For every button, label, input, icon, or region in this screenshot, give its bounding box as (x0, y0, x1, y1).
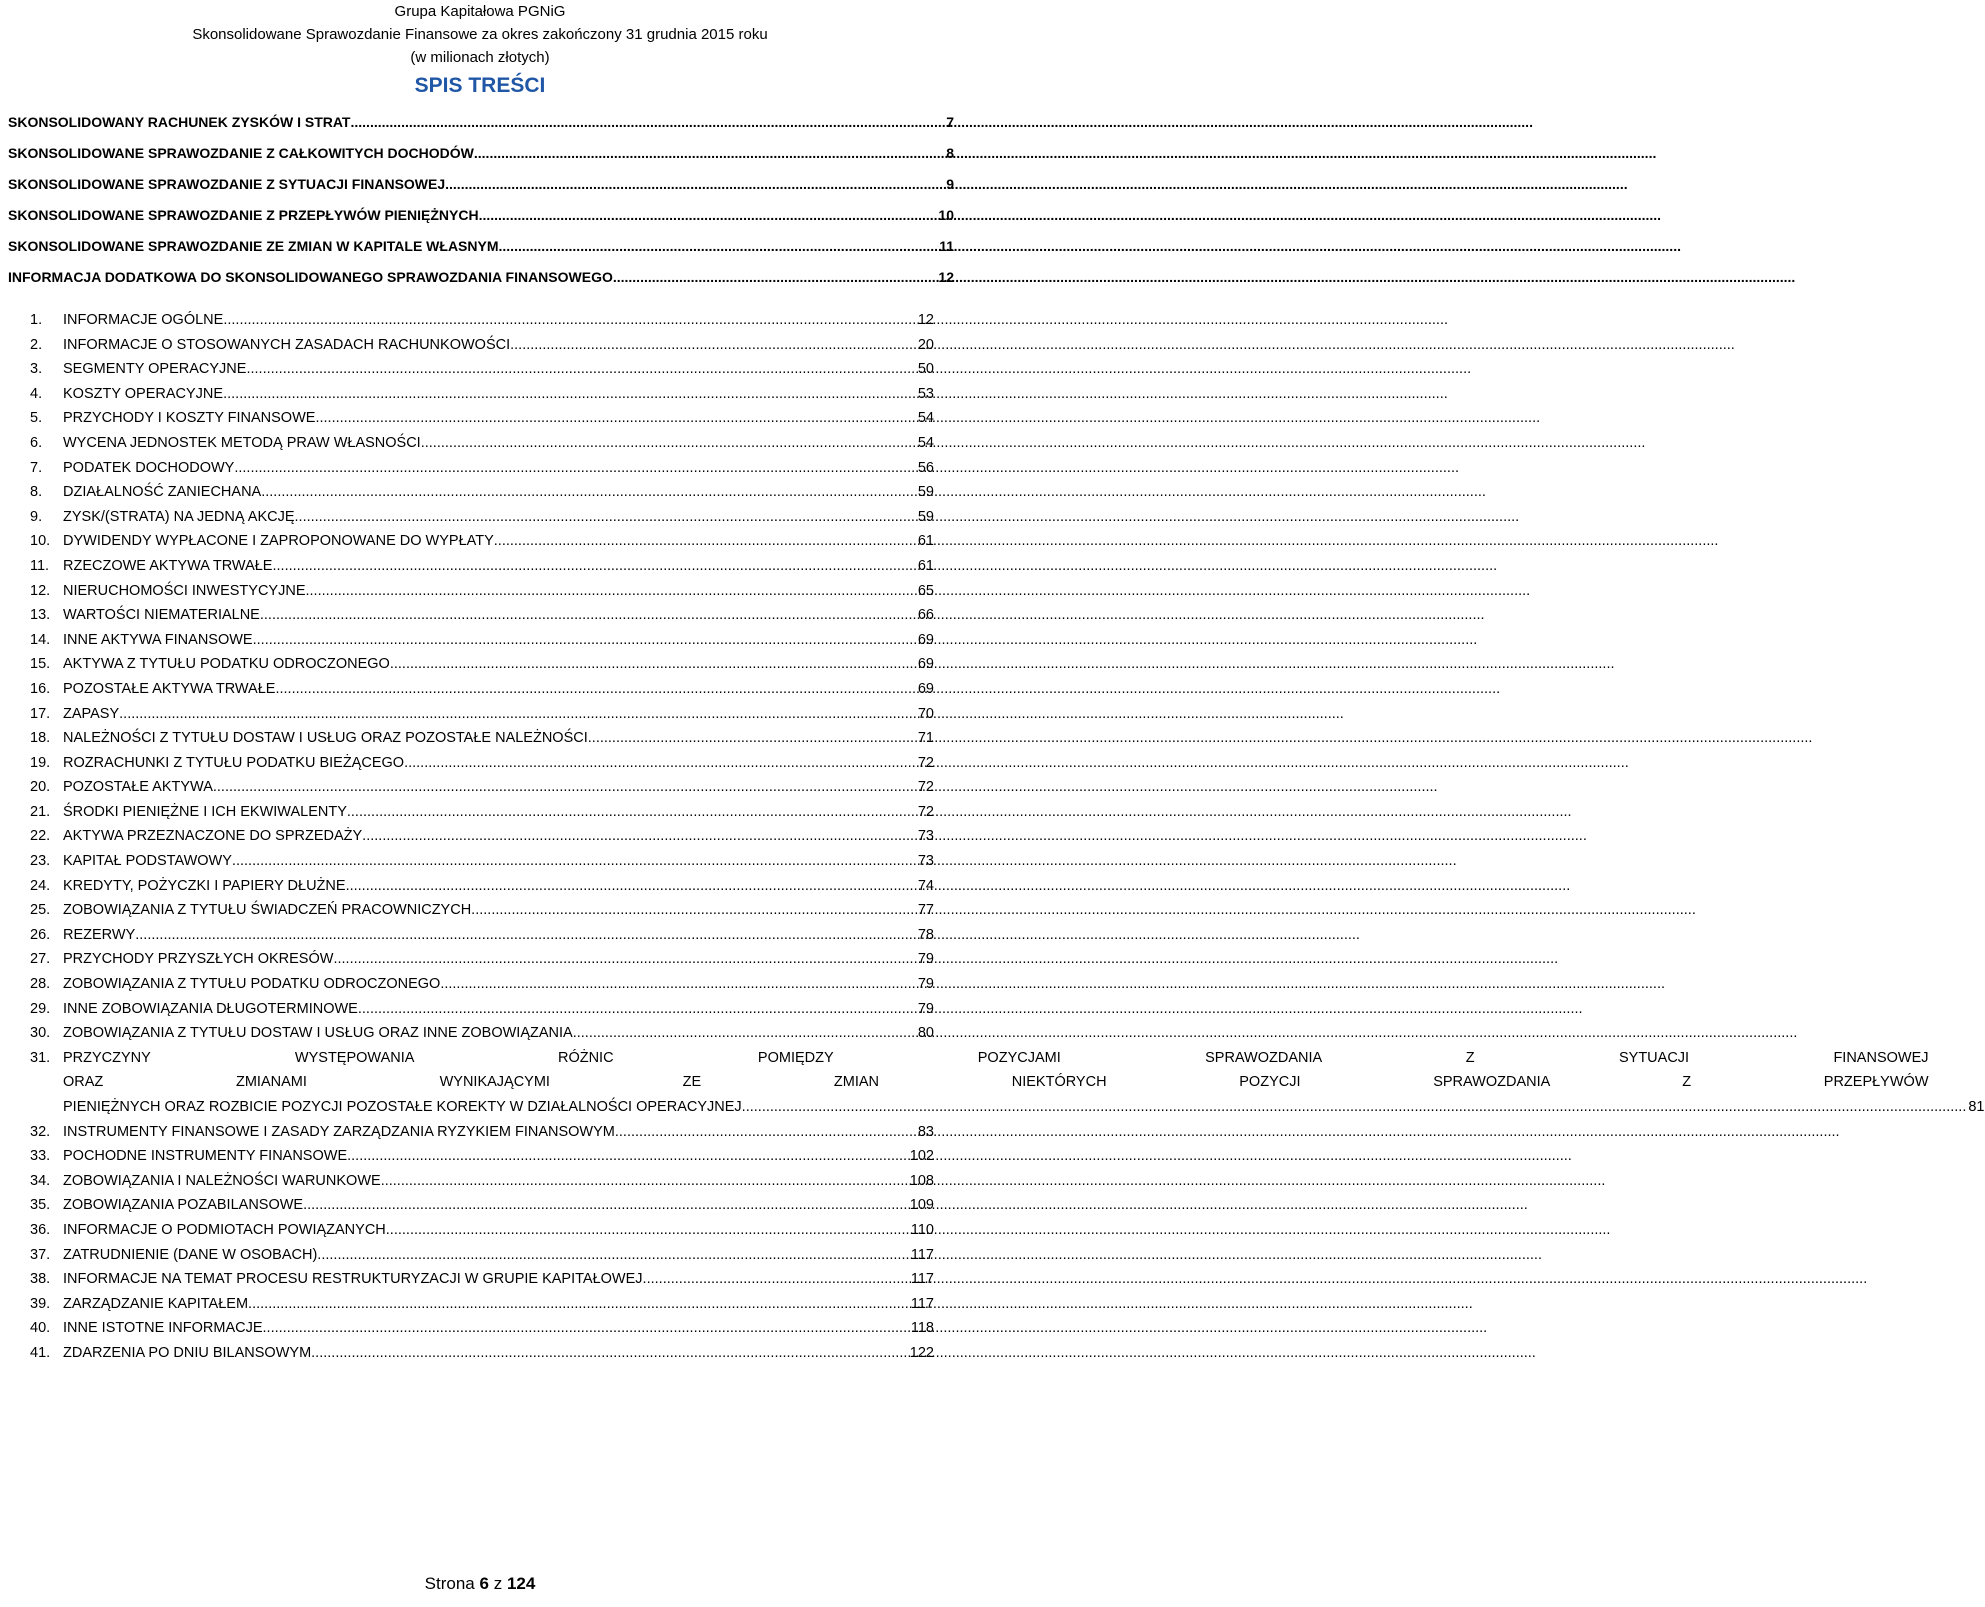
toc-entry-title: INSTRUMENTY FINANSOWE I ZASADY ZARZĄDZANIA RYZYKIEM FINANSOWYM (63, 1123, 615, 1140)
toc-entry-body (63, 800, 934, 825)
toc-leader-dots (573, 1021, 916, 1046)
toc-leader-dots (615, 1120, 916, 1145)
toc-entry-page: 70 (917, 705, 934, 722)
toc-entry-number: 29. (30, 1000, 51, 1017)
toc-entry-page: 66 (917, 607, 934, 624)
toc-entry-title: ZARZĄDZANIE KAPITAŁEM (63, 1295, 249, 1312)
toc-entry-number: 39. (30, 1295, 51, 1312)
toc-entry-number: 23. (30, 853, 51, 870)
toc-entry-page: 109 (909, 1197, 934, 1214)
toc-entry-body (63, 824, 934, 849)
toc-entry-number: 5. (30, 410, 43, 427)
toc-entry-title: RZECZOWE AKTYWA TRWAŁE (63, 557, 273, 574)
toc-entry[interactable] (8, 169, 954, 200)
toc-numbered-entry[interactable] (30, 849, 934, 874)
toc-numbered-entry[interactable] (30, 1267, 934, 1292)
toc-leader-dots (246, 357, 915, 382)
toc-entry-number: 14. (30, 631, 51, 648)
toc-entry-number: 35. (30, 1197, 51, 1214)
toc-numbered-entry[interactable] (30, 972, 934, 997)
toc-entry-title: PODATEK DOCHODOWY (63, 459, 235, 476)
toc-entry-title: INFORMACJE O STOSOWANYCH ZASADACH RACHUNKOWOŚCI (63, 336, 511, 353)
toc-entry-title: POZOSTAŁE AKTYWA TRWAŁE (63, 680, 276, 697)
toc-numbered-entry[interactable] (30, 824, 934, 849)
header-company: Grupa Kapitałowa PGNiG (394, 3, 566, 20)
toc-leader-dots (260, 603, 916, 628)
toc-entry-page: 54 (917, 434, 934, 451)
toc-entry-number: 16. (30, 680, 51, 697)
toc-entry-number: 41. (30, 1344, 51, 1361)
toc-entry-body (63, 603, 934, 628)
page-header (0, 0, 960, 69)
toc-numbered-entry[interactable] (30, 1292, 934, 1317)
toc-entry-page: 117 (910, 1295, 934, 1312)
toc-entry-number: 34. (30, 1172, 51, 1189)
toc-entry-title: ZOBOWIĄZANIA Z TYTUŁU DOSTAW I USŁUG ORAZ INNE ZOBOWIĄZANIA (63, 1025, 573, 1042)
toc-numbered-entry[interactable] (30, 775, 934, 800)
toc-entry-body (63, 1193, 934, 1218)
toc-numbered-entry[interactable] (30, 603, 934, 628)
toc-entry-page: 59 (917, 508, 934, 525)
toc-entry-number: 28. (30, 976, 51, 993)
toc-numbered-entry[interactable] (30, 652, 934, 677)
toc-entry-page: 61 (917, 557, 934, 574)
toc-entry-title: PRZYCHODY I KOSZTY FINANSOWE (63, 410, 316, 427)
toc-entry-body (63, 1021, 934, 1046)
toc-leader-dots (347, 1144, 908, 1169)
toc-entry-title: INFORMACJE NA TEMAT PROCESU RESTRUKTURYZACJI W GRUPIE KAPITAŁOWEJ (63, 1271, 643, 1288)
toc-leader-dots (510, 333, 916, 358)
toc-leader-dots (213, 775, 916, 800)
toc-entry-title-line-3 (63, 1095, 1985, 1120)
toc-entry-page: 72 (917, 779, 934, 796)
toc-entry-page: 20 (917, 336, 934, 353)
toc-entry-title-line-2: ORAZ ZMIANAMI WYNIKAJĄCYMI ZE ZMIAN NIEKTÓRYCH POZYCJI SPRAWOZDANIA Z PRZEPŁYWÓW (63, 1074, 1929, 1091)
toc-entry-page: 59 (917, 484, 934, 501)
toc-leader-dots (223, 308, 916, 333)
toc-entry-number: 7. (30, 459, 43, 476)
toc-numbered-entry[interactable] (30, 382, 934, 407)
toc-leader-dots (263, 1316, 909, 1341)
toc-entry-page: 54 (917, 410, 934, 427)
toc-entry-number: 27. (30, 951, 51, 968)
toc-leader-dots (494, 529, 916, 554)
toc-entry-body (63, 1144, 934, 1169)
toc-entry[interactable] (8, 138, 954, 169)
toc-entry-title: ŚRODKI PIENIĘŻNE I ICH EKWIWALENTY (63, 803, 347, 820)
toc-entry-body (63, 357, 934, 382)
toc-entry-title: AKTYWA Z TYTUŁU PODATKU ODROCZONEGO (63, 656, 390, 673)
toc-leader-dots (272, 554, 915, 579)
toc-leader-dots (390, 652, 916, 677)
toc-entry-body (63, 1267, 934, 1292)
toc-entry-number: 8. (30, 484, 43, 501)
toc-entry-body (63, 1046, 1985, 1120)
toc-entry-page: 50 (917, 361, 934, 378)
toc-numbered-entry[interactable] (30, 898, 934, 923)
toc-entry-page: 69 (917, 631, 934, 648)
toc-numbered-entry[interactable] (30, 480, 934, 505)
toc-numbered-entry[interactable] (30, 726, 934, 751)
toc-entry-page: 65 (917, 582, 934, 599)
toc-entry-page: 71 (917, 730, 934, 747)
toc-leader-dots (303, 1193, 908, 1218)
toc-entry-page: 102 (909, 1148, 934, 1165)
toc-leader-dots (223, 382, 916, 407)
toc-entry-body (63, 554, 934, 579)
toc-entry-number: 11. (30, 557, 50, 574)
toc-leader-dots (232, 849, 916, 874)
toc-leader-dots (421, 431, 916, 456)
toc-entry-page: 74 (917, 877, 934, 894)
toc-numbered-entry[interactable] (30, 923, 934, 948)
toc-entry-title: NIERUCHOMOŚCI INWESTYCYJNE (63, 582, 306, 599)
toc-leader-dots (315, 406, 915, 431)
header-units: (w milionach złotych) (410, 49, 550, 66)
toc-entry-page: 79 (917, 951, 934, 968)
toc-entry-title: KREDYTY, POŻYCZKI I PAPIERY DŁUŻNE (63, 877, 346, 894)
toc-entry-title: NALEŻNOŚCI Z TYTUŁU DOSTAW I USŁUG ORAZ POZOSTAŁE NALEŻNOŚCI (63, 730, 588, 747)
toc-entry-number: 33. (30, 1148, 51, 1165)
toc-entry-page: 117 (910, 1246, 934, 1263)
toc-entry-number: 37. (30, 1246, 51, 1263)
toc-entry-number: 6. (30, 434, 43, 451)
toc-title: SPIS TREŚCI (414, 74, 546, 97)
toc-entry-body (63, 406, 934, 431)
toc-entry-page: 12 (917, 312, 934, 328)
toc-entry-page: 72 (917, 803, 934, 820)
toc-leader-dots (613, 262, 937, 293)
toc-entry-title: SEGMENTY OPERACYJNE (63, 361, 247, 378)
toc-leader-dots (347, 800, 916, 825)
toc-entry-body (63, 456, 934, 481)
toc-entry-page: 53 (917, 385, 934, 402)
header-report-title: Skonsolidowane Sprawozdanie Finansowe za okres zakończony 31 grudnia 2015 roku (192, 26, 768, 43)
toc-numbered-entry[interactable] (30, 333, 934, 358)
toc-entry-body (63, 677, 934, 702)
toc-entry-title: INFORMACJE OGÓLNE (63, 312, 224, 328)
toc-entry-title: INNE ISTOTNE INFORMACJE (63, 1320, 263, 1337)
toc-entry-page: 78 (917, 926, 934, 943)
toc-leader-dots (311, 1341, 908, 1366)
toc-numbered-entry[interactable] (30, 1144, 934, 1169)
toc-entry-page: 61 (917, 533, 934, 550)
toc-numbered-entry[interactable] (30, 874, 934, 899)
toc-numbered-entry[interactable] (30, 702, 934, 727)
toc-entry-page: 81 (1968, 1099, 1985, 1115)
toc-entry-body (63, 529, 934, 554)
toc-leader-dots (404, 751, 916, 776)
toc-entry-page: 11 (939, 238, 954, 254)
toc-leader-dots (135, 923, 916, 948)
toc-entry-title: ZATRUDNIENIE (DANE W OSOBACH) (63, 1246, 318, 1263)
toc-entry-number: 17. (30, 705, 51, 722)
toc-entry-title: SKONSOLIDOWANY RACHUNEK ZYSKÓW I STRAT (8, 114, 351, 130)
toc-entry-title: DZIAŁALNOŚĆ ZANIECHANA (63, 484, 262, 501)
toc-main-section (8, 107, 954, 293)
toc-numbered-entry[interactable] (30, 628, 934, 653)
toc-entry-title: WYCENA JEDNOSTEK METODĄ PRAW WŁASNOŚCI (63, 434, 421, 451)
toc-entry-body (63, 1316, 934, 1341)
toc-entry-title: ROZRACHUNKI Z TYTUŁU PODATKU BIEŻĄCEGO (63, 754, 405, 771)
toc-entry-number: 9. (30, 508, 43, 525)
toc-numbered-entry[interactable] (30, 1243, 934, 1268)
toc-numbered-entry[interactable] (30, 505, 934, 530)
toc-leader-dots (445, 169, 944, 200)
toc-leader-dots (261, 480, 916, 505)
toc-numbered-entry[interactable] (30, 406, 934, 431)
toc-entry-number: 18. (30, 730, 51, 747)
toc-numbered-entry[interactable] (30, 1341, 934, 1366)
toc-numbered-entry[interactable] (30, 1046, 1985, 1120)
toc-numbered-entry[interactable] (30, 579, 934, 604)
toc-leader-dots (351, 107, 945, 138)
toc-leader-dots (306, 579, 916, 604)
toc-entry-page: 79 (917, 1000, 934, 1017)
toc-leader-dots (386, 1218, 909, 1243)
toc-entry-title: REZERWY (63, 926, 136, 943)
toc-entry-body (63, 1218, 934, 1243)
toc-entry-number: 20. (30, 779, 51, 796)
toc-entry-page: 80 (917, 1025, 934, 1042)
toc-entry-number: 1. (30, 312, 43, 328)
toc-leader-dots (643, 1267, 909, 1292)
toc-leader-dots (474, 138, 944, 169)
toc-entry-body (63, 382, 934, 407)
toc-leader-dots (333, 947, 915, 972)
toc-entry-body (63, 652, 934, 677)
toc-entry-body (63, 1243, 934, 1268)
toc-entry-body (63, 997, 934, 1022)
toc-entry-number: 3. (30, 361, 43, 378)
footer-total-pages: 124 (506, 1574, 536, 1593)
toc-entry-page: 108 (909, 1172, 934, 1189)
toc-entry-page: 56 (917, 459, 934, 476)
toc-numbered-entry[interactable] (30, 357, 934, 382)
toc-numbered-entry[interactable] (30, 529, 934, 554)
toc-entry-number: 38. (30, 1271, 51, 1288)
toc-entry-title: KAPITAŁ PODSTAWOWY (63, 853, 232, 870)
footer-current-page: 6 (479, 1574, 489, 1593)
toc-entry-page: 117 (910, 1271, 934, 1288)
toc-entry-body (63, 726, 934, 751)
toc-entry-number: 12. (30, 582, 51, 599)
toc-entry-body (63, 1120, 934, 1145)
toc-numbered-entry[interactable] (30, 308, 934, 333)
page-footer (0, 1572, 960, 1596)
toc-entry-body (63, 1292, 934, 1317)
toc-entry-body (63, 898, 934, 923)
toc-leader-dots (381, 1169, 908, 1194)
toc-entry-title: SKONSOLIDOWANE SPRAWOZDANIE Z SYTUACJI FINANSOWEJ (8, 176, 446, 192)
toc-entry-number: 10. (30, 533, 51, 550)
toc-entry-body (63, 628, 934, 653)
toc-entry-number: 19. (30, 754, 51, 771)
toc-entry-body (63, 751, 934, 776)
toc-entry-body (63, 923, 934, 948)
toc-numbered-entry[interactable] (30, 947, 934, 972)
toc-leader-dots (362, 824, 916, 849)
toc-leader-dots (295, 505, 916, 530)
toc-entry-title-line-1: PRZYCZYNY WYSTĘPOWANIA RÓŻNIC POMIĘDZY POZYCJAMI SPRAWOZDANIA Z SYTUACJI FINANSOWEJ (63, 1049, 1929, 1066)
toc-entry-number: 25. (30, 902, 51, 919)
toc-entry-page: 69 (917, 656, 934, 673)
toc-entry-number: 13. (30, 607, 51, 624)
toc-entry-title: ZYSK/(STRATA) NA JEDNĄ AKCJĘ (63, 508, 295, 525)
toc-leader-dots (588, 726, 916, 751)
toc-entry-number: 31. (30, 1049, 51, 1066)
toc-entry[interactable] (8, 231, 954, 262)
footer-of: z (493, 1574, 503, 1593)
toc-entry-page: 122 (909, 1344, 934, 1361)
toc-entry-title: ZOBOWIĄZANIA POZABILANSOWE (63, 1197, 304, 1214)
toc-numbered-entry[interactable] (30, 677, 934, 702)
toc-entry[interactable] (8, 107, 954, 138)
toc-entry-title: ZOBOWIĄZANIA I NALEŻNOŚCI WARUNKOWE (63, 1172, 381, 1189)
toc-entry-body (63, 874, 934, 899)
toc-entry-page: 83 (917, 1123, 934, 1140)
toc-entry-number: 40. (30, 1320, 51, 1337)
toc-entry-body (63, 505, 934, 530)
toc-entry-number: 30. (30, 1025, 51, 1042)
toc-entry-title: ZAPASY (63, 705, 120, 722)
toc-numbered-entry[interactable] (30, 1316, 934, 1341)
toc-entry-number: 15. (30, 656, 51, 673)
toc-entry-number: 32. (30, 1123, 51, 1140)
toc-leader-dots (317, 1243, 909, 1268)
toc-entry-title: KOSZTY OPERACYJNE (63, 385, 224, 402)
toc-entry-title: DYWIDENDY WYPŁACONE I ZAPROPONOWANE DO WYPŁATY (63, 533, 494, 550)
toc-entry-number: 26. (30, 926, 51, 943)
toc-entry-title: POCHODNE INSTRUMENTY FINANSOWE (63, 1148, 348, 1165)
toc-entry[interactable] (8, 200, 954, 231)
toc-entry-page: 110 (910, 1221, 934, 1238)
toc-entry-number: 24. (30, 877, 51, 894)
toc-entry-title: ZDARZENIA PO DNIU BILANSOWYM (63, 1344, 312, 1361)
toc-entry-page: 8 (946, 145, 954, 161)
toc-numbered-section (30, 308, 1985, 1366)
toc-numbered-entry[interactable] (30, 751, 934, 776)
toc-entry-page: 12 (938, 269, 954, 285)
toc-entry-body (63, 1169, 934, 1194)
toc-entry-number: 22. (30, 828, 51, 845)
toc-entry-number: 2. (30, 336, 43, 353)
toc-entry-page: 73 (917, 828, 934, 845)
toc-leader-dots (499, 231, 938, 262)
toc-entry-title: ZOBOWIĄZANIA Z TYTUŁU ŚWIADCZEŃ PRACOWNICZYCH (63, 902, 472, 919)
toc-entry-title: INNE AKTYWA FINANSOWE (63, 631, 253, 648)
toc-entry-body (63, 947, 934, 972)
toc-numbered-entry[interactable] (30, 1120, 934, 1145)
toc-entry-body (63, 1341, 934, 1366)
toc-leader-dots (358, 997, 916, 1022)
toc-entry-title: WARTOŚCI NIEMATERIALNE (63, 607, 260, 624)
toc-entry[interactable] (8, 262, 954, 293)
toc-entry-page: 77 (917, 902, 934, 919)
toc-leader-dots (234, 456, 916, 481)
toc-numbered-entry[interactable] (30, 997, 934, 1022)
toc-numbered-entry[interactable] (30, 1193, 934, 1218)
toc-entry-page: 73 (917, 853, 934, 870)
toc-entry-title: INFORMACJE O PODMIOTACH POWIĄZANYCH (63, 1221, 386, 1238)
toc-entry-number: 21. (30, 803, 51, 820)
toc-entry-body (63, 775, 934, 800)
toc-entry-body (63, 333, 934, 358)
toc-entry-title: INFORMACJA DODATKOWA DO SKONSOLIDOWANEGO SPRAWOZDANIA FINANSOWEGO (8, 269, 613, 285)
toc-numbered-entry[interactable] (30, 1218, 934, 1243)
toc-entry-title: SKONSOLIDOWANE SPRAWOZDANIE Z CAŁKOWITYCH DOCHODÓW (8, 145, 474, 161)
toc-numbered-entry[interactable] (30, 800, 934, 825)
toc-leader-dots (248, 1292, 909, 1317)
toc-entry-title: AKTYWA PRZEZNACZONE DO SPRZEDAŻY (63, 828, 363, 845)
toc-entry-number: 36. (30, 1221, 51, 1238)
toc-leader-dots (471, 898, 916, 923)
toc-entry-title: PIENIĘŻNYCH ORAZ ROZBICIE POZYCJI POZOSTAŁE KOREKTY W DZIAŁALNOŚCI OPERACYJNEJ (63, 1099, 742, 1115)
toc-entry-title: POZOSTAŁE AKTYWA (63, 779, 213, 796)
toc-entry-title: ZOBOWIĄZANIA Z TYTUŁU PODATKU ODROCZONEGO (63, 976, 441, 993)
toc-entry-body (63, 308, 934, 333)
toc-entry-body (63, 431, 934, 456)
toc-numbered-entry[interactable] (30, 554, 934, 579)
toc-leader-dots (440, 972, 916, 997)
toc-entry-body (63, 480, 934, 505)
toc-entry-title: SKONSOLIDOWANE SPRAWOZDANIE ZE ZMIAN W KAPITALE WŁASNYM (8, 238, 499, 254)
footer-prefix: Strona (424, 1574, 475, 1593)
toc-numbered-entry[interactable] (30, 1169, 934, 1194)
toc-entry-title: SKONSOLIDOWANE SPRAWOZDANIE Z PRZEPŁYWÓW PIENIĘŻNYCH (8, 207, 479, 223)
toc-numbered-entry[interactable] (30, 1021, 934, 1046)
toc-entry-title: PRZYCHODY PRZYSZŁYCH OKRESÓW (63, 951, 334, 968)
toc-numbered-entry[interactable] (30, 456, 934, 481)
toc-entry-body (63, 702, 934, 727)
toc-leader-dots (275, 677, 915, 702)
toc-entry-number: 4. (30, 385, 43, 402)
toc-entry-body (63, 972, 934, 997)
toc-entry-page: 10 (938, 207, 954, 223)
toc-leader-dots (742, 1095, 1967, 1120)
toc-entry-page: 7 (946, 114, 954, 130)
toc-leader-dots (346, 874, 916, 899)
toc-entry-page: 72 (917, 754, 934, 771)
toc-entry-body (63, 849, 934, 874)
toc-leader-dots (119, 702, 916, 727)
toc-numbered-entry[interactable] (30, 431, 934, 456)
toc-leader-dots (479, 200, 937, 231)
toc-entry-page: 69 (917, 680, 934, 697)
toc-entry-title: INNE ZOBOWIĄZANIA DŁUGOTERMINOWE (63, 1000, 358, 1017)
toc-leader-dots (253, 628, 916, 653)
toc-entry-page: 79 (917, 976, 934, 993)
toc-entry-page: 9 (946, 176, 954, 192)
toc-entry-body (63, 579, 934, 604)
toc-entry-page: 118 (910, 1320, 934, 1337)
